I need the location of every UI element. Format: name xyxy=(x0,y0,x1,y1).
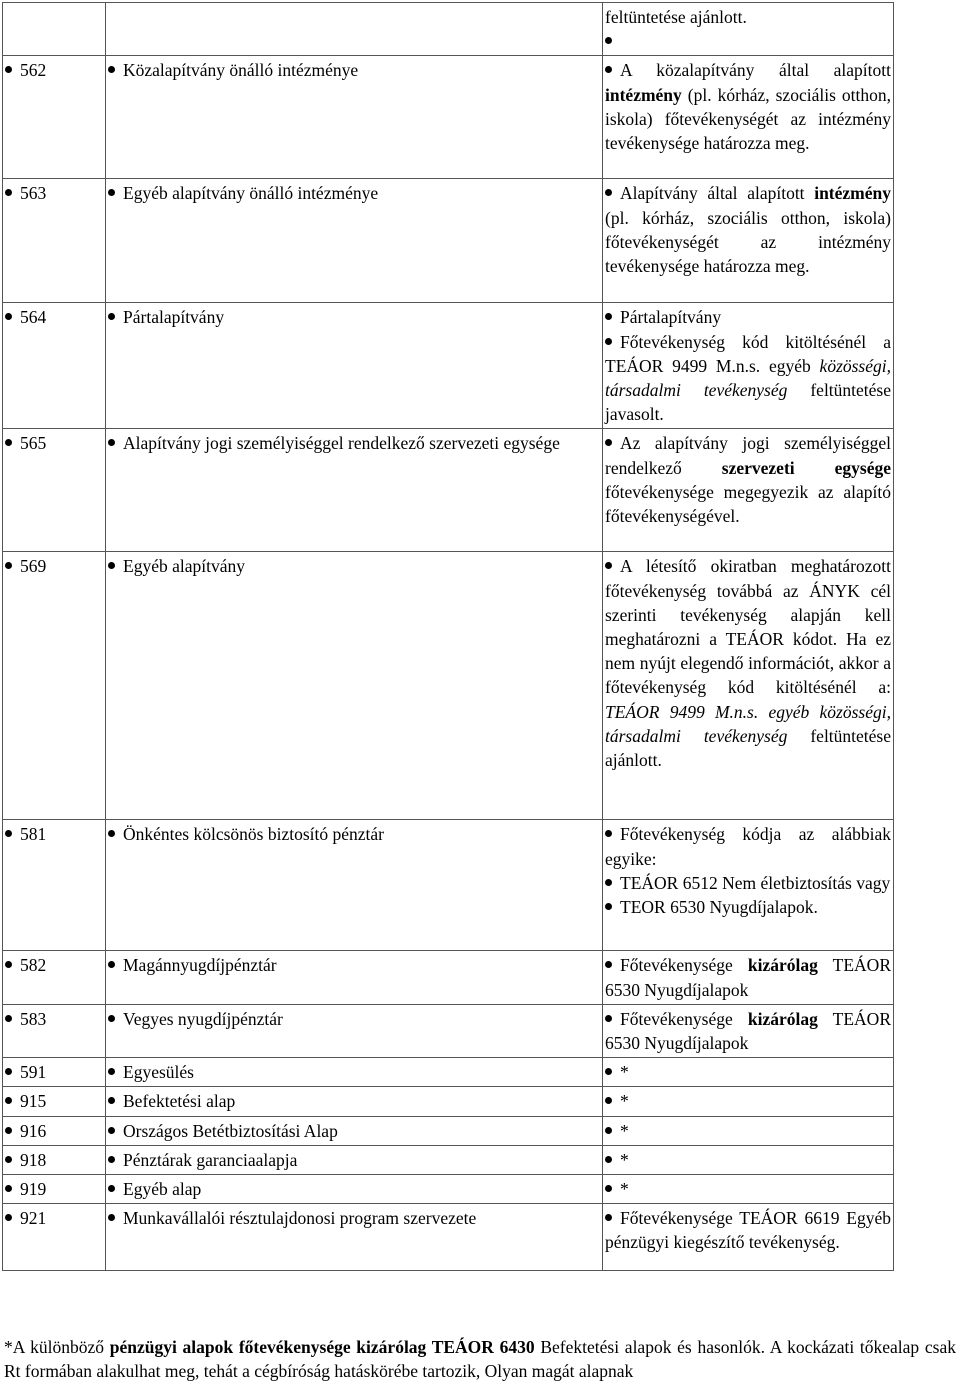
bullet-icon xyxy=(605,562,612,569)
table-row xyxy=(3,303,894,429)
bullet-icon xyxy=(5,66,12,73)
code-cell xyxy=(3,3,106,56)
description-text: * xyxy=(605,1148,891,1172)
description-cell xyxy=(603,1145,894,1174)
description-text: Alapítvány által alapított intézmény (pl. kórház, szociális otthon, iskola) főtevékenységét az intézmény tevékenysége határozza meg. xyxy=(605,183,891,277)
description-cell xyxy=(603,1058,894,1087)
table-row xyxy=(3,1116,894,1145)
bullet-icon xyxy=(5,1068,12,1075)
description-cell xyxy=(603,429,894,552)
code-value: 581 xyxy=(20,824,47,845)
bullet-icon xyxy=(605,37,612,44)
table-row xyxy=(3,429,894,552)
bullet-icon xyxy=(605,1068,612,1075)
bullet-icon xyxy=(605,830,612,837)
name-value: Egyéb alapítvány xyxy=(123,556,245,577)
code-cell xyxy=(3,1175,106,1204)
bullet-icon xyxy=(605,879,612,886)
bullet-icon xyxy=(108,1185,115,1192)
name-value: Országos Betétbiztosítási Alap xyxy=(123,1120,338,1141)
code-cell xyxy=(3,179,106,303)
name-cell xyxy=(106,56,603,179)
bullet-icon xyxy=(605,1214,612,1221)
description-text: * xyxy=(605,1060,891,1084)
footnote xyxy=(0,1335,960,1383)
name-cell xyxy=(106,1204,603,1271)
code-value: 569 xyxy=(20,556,47,577)
description-text: * xyxy=(605,1089,891,1113)
name-cell xyxy=(106,1175,603,1204)
code-value: 921 xyxy=(20,1208,47,1229)
bullet-icon xyxy=(108,830,115,837)
bullet-icon xyxy=(605,1015,612,1022)
description-text: Pártalapítvány Főtevékenység kód kitöltésénél a TEÁOR 9499 M.n.s. egyéb közösségi, társadalmi tevékenység feltüntetése javasolt. xyxy=(605,307,892,425)
bullet-icon xyxy=(605,1185,612,1192)
description-text: * xyxy=(605,1119,891,1143)
bullet-icon xyxy=(108,313,115,320)
name-cell xyxy=(106,951,603,1004)
description-cell xyxy=(603,1004,894,1057)
name-cell xyxy=(106,429,603,552)
description-cell xyxy=(603,1175,894,1204)
description-text: Főtevékenysége kizárólag TEÁOR 6530 Nyugdíjalapok xyxy=(605,955,891,1000)
name-cell xyxy=(106,1087,603,1116)
bullet-icon xyxy=(108,439,115,446)
name-cell xyxy=(106,1145,603,1174)
bullet-icon xyxy=(605,1156,612,1163)
table-row xyxy=(3,179,894,303)
bullet-icon xyxy=(5,1015,12,1022)
bullet-icon xyxy=(5,189,12,196)
description-text: A közalapítvány által alapított intézmény (pl. kórház, szociális otthon, iskola) főtevékenységét az intézmény tevékenysége határozza meg. xyxy=(605,60,891,154)
name-value: Befektetési alap xyxy=(123,1091,236,1112)
code-cell xyxy=(3,303,106,429)
name-value: Munkavállalói résztulajdonosi program szervezete xyxy=(123,1208,477,1229)
bullet-icon xyxy=(108,562,115,569)
bullet-icon xyxy=(108,1214,115,1221)
bullet-icon xyxy=(5,313,12,320)
name-value: Pártalapítvány xyxy=(123,307,225,328)
table-row xyxy=(3,1087,894,1116)
bullet-icon xyxy=(605,439,612,446)
table-row xyxy=(3,1175,894,1204)
name-cell xyxy=(106,552,603,820)
code-value: 565 xyxy=(20,433,47,454)
bullet-icon xyxy=(108,1156,115,1163)
bullet-icon xyxy=(5,1156,12,1163)
code-cell xyxy=(3,429,106,552)
description-text: Főtevékenysége kizárólag TEÁOR 6530 Nyugdíjalapok xyxy=(605,1008,891,1054)
bullet-icon xyxy=(5,961,12,968)
code-value: 591 xyxy=(20,1062,47,1083)
description-cell xyxy=(603,1087,894,1116)
table-row xyxy=(3,1204,894,1271)
description-text: * xyxy=(605,1177,891,1201)
table-row xyxy=(3,951,894,1004)
name-value: Vegyes nyugdíjpénztár xyxy=(123,1008,283,1029)
bullet-icon xyxy=(605,66,612,73)
code-cell xyxy=(3,1087,106,1116)
bullet-icon xyxy=(5,830,12,837)
description-cell xyxy=(603,1204,894,1271)
name-cell xyxy=(106,303,603,429)
code-cell xyxy=(3,552,106,820)
name-cell xyxy=(106,820,603,951)
code-value: 582 xyxy=(20,955,47,976)
description-cell xyxy=(603,951,894,1004)
bullet-icon xyxy=(108,1068,115,1075)
name-cell xyxy=(106,1116,603,1145)
bullet-icon xyxy=(5,1214,12,1221)
bullet-icon xyxy=(605,961,612,968)
table-row xyxy=(3,3,894,56)
code-value: 916 xyxy=(20,1120,47,1141)
code-value: 564 xyxy=(20,307,47,328)
description-text: feltüntetése ajánlott. xyxy=(605,5,891,53)
code-cell xyxy=(3,1004,106,1057)
description-cell xyxy=(603,179,894,303)
description-cell xyxy=(603,3,894,56)
name-value: Magánnyugdíjpénztár xyxy=(123,955,277,976)
name-value: Alapítvány jogi személyiséggel rendelkező szervezeti egysége xyxy=(123,433,560,454)
description-cell xyxy=(603,303,894,429)
name-value: Egyesülés xyxy=(123,1062,194,1083)
description-cell xyxy=(603,56,894,179)
code-value: 915 xyxy=(20,1091,47,1112)
name-value: Közalapítvány önálló intézménye xyxy=(123,60,359,81)
name-value: Egyéb alapítvány önálló intézménye xyxy=(123,183,379,204)
bullet-icon xyxy=(5,562,12,569)
bullet-icon xyxy=(605,1127,612,1134)
footnote-text-1: *A különböző xyxy=(4,1337,110,1357)
bullet-icon xyxy=(108,189,115,196)
code-cell xyxy=(3,820,106,951)
name-cell xyxy=(106,179,603,303)
name-value: Egyéb alap xyxy=(123,1179,202,1200)
footnote-bold: pénzügyi alapok főtevékenysége kizárólag TEÁOR 6430 xyxy=(109,1337,535,1357)
description-text: Főtevékenység kódja az alábbiak egyike: TEÁOR 6512 Nem életbiztosítás vagy TEOR 6530 Nyugdíjalapok. xyxy=(605,824,891,918)
code-cell xyxy=(3,951,106,1004)
code-value: 918 xyxy=(20,1149,47,1170)
bullet-icon xyxy=(5,1097,12,1104)
description-text: Az alapítvány jogi személyiséggel rendelkező szervezeti egysége főtevékenysége megegyezik az alapító főtevékenységével. xyxy=(605,433,892,527)
code-cell xyxy=(3,1204,106,1271)
bullet-icon xyxy=(108,66,115,73)
name-value: Önkéntes kölcsönös biztosító pénztár xyxy=(123,824,384,845)
table-row xyxy=(3,1004,894,1057)
description-text: Főtevékenysége TEÁOR 6619 Egyéb pénzügyi kiegészítő tevékenység. xyxy=(605,1208,891,1253)
bullet-icon xyxy=(5,439,12,446)
bullet-icon xyxy=(108,961,115,968)
bullet-icon xyxy=(5,1127,12,1134)
description-text: A létesítő okiratban meghatározott főtevékenység továbbá az ÁNYK cél szerinti tevékenység alapján kell meghatározni a TEÁOR kódot. Ha ez nem nyújt elegendő információt, akkor a főtevékenység kód kitöltésénél a: TEÁOR 9499 M.n.s. egyéb közösségi, társadalmi tevékenység feltüntetése ajánlott. xyxy=(605,556,892,771)
bullet-icon xyxy=(605,189,612,196)
bullet-icon xyxy=(108,1015,115,1022)
code-value: 562 xyxy=(20,60,47,81)
code-value: 583 xyxy=(20,1008,47,1029)
table-row xyxy=(3,820,894,951)
name-cell xyxy=(106,1058,603,1087)
organization-code-table xyxy=(2,2,894,1271)
description-cell xyxy=(603,820,894,951)
description-cell xyxy=(603,552,894,820)
table-row xyxy=(3,56,894,179)
table-row xyxy=(3,1058,894,1087)
bullet-icon xyxy=(605,338,612,345)
bullet-icon xyxy=(605,313,612,320)
name-cell xyxy=(106,3,603,56)
name-value: Pénztárak garanciaalapja xyxy=(123,1149,298,1170)
bullet-icon xyxy=(108,1127,115,1134)
name-cell xyxy=(106,1004,603,1057)
code-cell xyxy=(3,1058,106,1087)
description-cell xyxy=(603,1116,894,1145)
code-value: 563 xyxy=(20,183,47,204)
code-cell xyxy=(3,1145,106,1174)
footnote-text-2: Befektetési alapok és hasonlók. A kockázati tőkealap csak Rt formában alakulhat meg, tehát a cégbíróság hatáskörébe tartozik, Olyan magát alapnak xyxy=(4,1337,956,1381)
bullet-icon xyxy=(5,1185,12,1192)
code-value: 919 xyxy=(20,1179,47,1200)
table-row xyxy=(3,552,894,820)
bullet-icon xyxy=(605,903,612,910)
bullet-icon xyxy=(108,1097,115,1104)
code-cell xyxy=(3,1116,106,1145)
code-cell xyxy=(3,56,106,179)
bullet-icon xyxy=(605,1097,612,1104)
table-row xyxy=(3,1145,894,1174)
